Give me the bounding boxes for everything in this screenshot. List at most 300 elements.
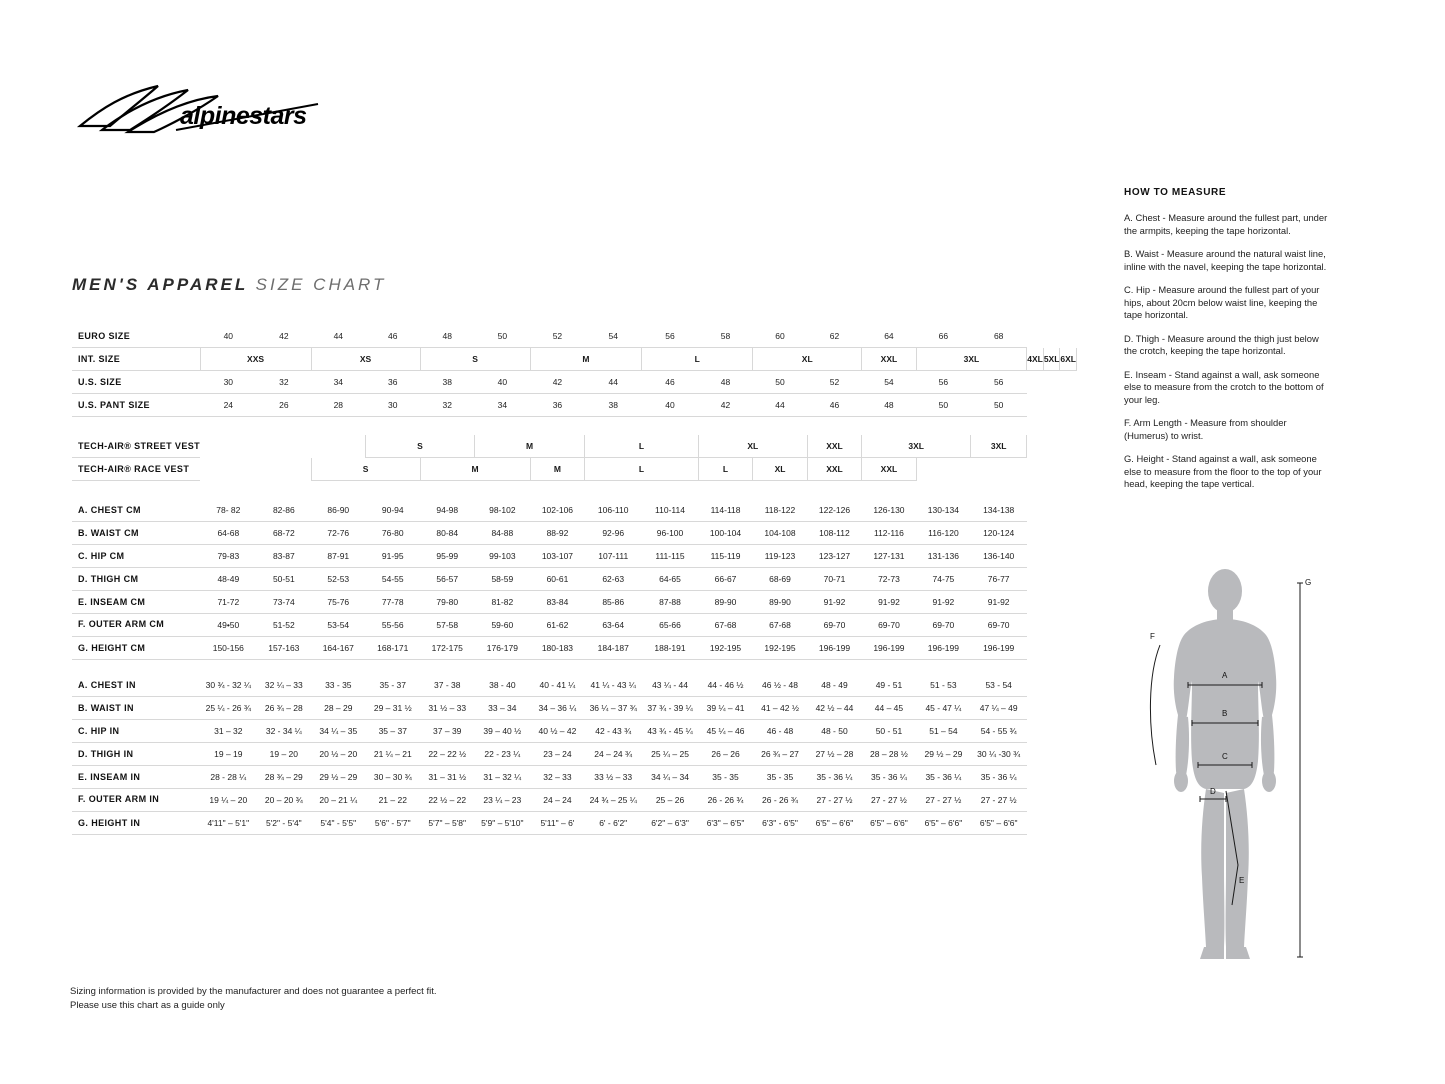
table-cell: 56-57 (420, 568, 474, 591)
table-cell: 103-107 (530, 545, 584, 568)
table-cell: 46 - 48 (753, 720, 807, 743)
table-cell: 46 (366, 325, 420, 348)
table-cell: 35 – 37 (366, 720, 420, 743)
table-cell: 69-70 (807, 614, 861, 637)
table-row (72, 325, 1077, 348)
table-cell: 25 ¼ – 25 (642, 743, 699, 766)
table-cell: 85-86 (585, 591, 642, 614)
table-cell: 6'5" – 6'6" (971, 812, 1027, 835)
table-cell-merged: XXL (807, 435, 861, 458)
table-cell: 28 (311, 394, 365, 417)
how-to-item: A. Chest - Measure around the fullest part, under the armpits, keeping the tape horizontal. (1124, 212, 1328, 236)
table-cell: 36 (530, 394, 584, 417)
table-cell-merged: S (420, 348, 530, 371)
figure-label-e: E (1239, 876, 1245, 885)
table-cell: 196-199 (916, 637, 970, 660)
table-cell-merged: XXL (862, 458, 916, 481)
table-cell: 126-130 (862, 499, 916, 522)
table-cell-merged: L (585, 458, 699, 481)
figure-label-c: C (1222, 752, 1228, 761)
svg-text:alpinestars: alpinestars (180, 102, 307, 130)
table-cell: 53-54 (311, 614, 365, 637)
table-row (72, 394, 1077, 417)
table-cell: 81-82 (474, 591, 530, 614)
table-cell: 35 - 35 (753, 766, 807, 789)
table-cell: 90-94 (366, 499, 420, 522)
table-cell: 61-62 (530, 614, 584, 637)
table-cell: 168-171 (366, 637, 420, 660)
table-cell-merged: M (420, 458, 530, 481)
table-cell: 46 (807, 394, 861, 417)
table-cell: 98-102 (474, 499, 530, 522)
table-cell: 27 - 27 ½ (807, 789, 861, 812)
table-cell: 114-118 (698, 499, 752, 522)
table-cell: 30 ¾ - 32 ¼ (200, 674, 257, 697)
table-cell: 32 – 33 (530, 766, 584, 789)
table-cell: 76-80 (366, 522, 420, 545)
table-cell: 83-84 (530, 591, 584, 614)
table-cell: 49 - 51 (862, 674, 916, 697)
table-cell: 6' - 6'2" (585, 812, 642, 835)
table-cell: 118-122 (753, 499, 807, 522)
row-label: C. HIP IN (72, 720, 200, 743)
table-cell-merged (916, 458, 1027, 481)
table-cell: 56 (916, 371, 970, 394)
table-cell: 25 – 26 (642, 789, 699, 812)
row-label: D. THIGH CM (72, 568, 200, 591)
table-cell: 57-58 (420, 614, 474, 637)
table-cell: 60 (753, 325, 807, 348)
how-to-item: B. Waist - Measure around the natural waist line, inline with the navel, keeping the tape horizontal. (1124, 248, 1327, 272)
table-cell: 59-60 (474, 614, 530, 637)
table-row (72, 812, 1077, 835)
table-spacer (72, 660, 1077, 675)
table-cell: 91-95 (366, 545, 420, 568)
table-cell: 34 (474, 394, 530, 417)
table-cell: 172-175 (420, 637, 474, 660)
table-cell: 6'2" – 6'3" (642, 812, 699, 835)
table-row (72, 568, 1077, 591)
table-cell: 66 (916, 325, 970, 348)
table-cell: 64-68 (200, 522, 257, 545)
table-cell: 196-199 (862, 637, 916, 660)
table-cell: 176-179 (474, 637, 530, 660)
table-cell: 68-69 (753, 568, 807, 591)
table-cell: 6'3" - 6'5" (753, 812, 807, 835)
table-cell: 50 (971, 394, 1027, 417)
page-title-bold: MEN'S APPAREL (72, 275, 248, 294)
footer-line-1: Sizing information is provided by the manufacturer and does not guarantee a perfect fit. (70, 986, 437, 997)
table-cell: 31 – 32 ¼ (474, 766, 530, 789)
table-cell: 50 (474, 325, 530, 348)
table-cell: 134-138 (971, 499, 1027, 522)
table-cell: 55-56 (366, 614, 420, 637)
table-cell: 73-74 (257, 591, 311, 614)
table-cell: 26 (257, 394, 311, 417)
figure-label-g: G (1305, 578, 1312, 587)
table-cell: 38 (420, 371, 474, 394)
table-row (72, 614, 1077, 637)
table-cell-merged: L (585, 435, 699, 458)
table-cell: 44 (585, 371, 642, 394)
table-cell: 27 - 27 ½ (916, 789, 970, 812)
table-cell: 54 (862, 371, 916, 394)
table-cell: 79-83 (200, 545, 257, 568)
row-label: A. CHEST CM (72, 499, 200, 522)
how-to-measure-list (1124, 212, 1329, 502)
table-cell-merged: S (366, 435, 475, 458)
footer-line-2: Please use this chart as a guide only (70, 1000, 225, 1012)
table-cell: 80-84 (420, 522, 474, 545)
table-cell: 26 - 26 ¾ (698, 789, 752, 812)
table-cell: 34 – 36 ¼ (530, 697, 584, 720)
table-cell: 28 – 29 (311, 697, 365, 720)
table-cell: 75-76 (311, 591, 365, 614)
table-cell: 56 (642, 325, 699, 348)
table-cell-merged: XL (753, 458, 807, 481)
table-cell: 41 – 42 ½ (753, 697, 807, 720)
table-cell: 88-92 (530, 522, 584, 545)
table-row (72, 789, 1077, 812)
table-row (72, 499, 1077, 522)
table-cell: 91-92 (971, 591, 1027, 614)
table-cell: 32 (420, 394, 474, 417)
table-cell: 86-90 (311, 499, 365, 522)
table-cell: 100-104 (698, 522, 752, 545)
table-row (72, 458, 1077, 481)
table-cell: 34 (311, 371, 365, 394)
table-cell: 54-55 (366, 568, 420, 591)
table-cell: 31 ½ – 33 (420, 697, 474, 720)
how-to-item: F. Arm Length - Measure from shoulder (Humerus) to wrist. (1124, 417, 1287, 441)
table-cell: 48 (420, 325, 474, 348)
table-cell: 30 ¼ -30 ¾ (971, 743, 1027, 766)
table-cell: 46 (642, 371, 699, 394)
table-cell: 26 ¾ – 28 (257, 697, 311, 720)
how-to-measure-title: HOW TO MEASURE (1124, 187, 1227, 198)
row-label: F. OUTER ARM CM (72, 614, 200, 637)
table-cell-merged: XXL (807, 458, 861, 481)
table-cell: 20 – 21 ¼ (311, 789, 365, 812)
table-cell: 19 ¼ – 20 (200, 789, 257, 812)
table-cell: 30 (200, 371, 257, 394)
row-label: TECH-AIR® STREET VEST (72, 435, 200, 458)
table-cell: 48-49 (200, 568, 257, 591)
table-cell: 52 (530, 325, 584, 348)
table-cell: 76-77 (971, 568, 1027, 591)
table-cell: 32 - 34 ¼ (257, 720, 311, 743)
table-cell: 34 ¼ – 35 (311, 720, 365, 743)
table-cell: 104-108 (753, 522, 807, 545)
row-label: TECH-AIR® RACE VEST (72, 458, 200, 481)
table-cell: 35 - 36 ¼ (807, 766, 861, 789)
table-cell: 27 - 27 ½ (971, 789, 1027, 812)
table-cell-merged: 3XL (862, 435, 971, 458)
table-cell: 36 (366, 371, 420, 394)
table-cell: 49•50 (200, 614, 257, 637)
table-cell: 27 ½ – 28 (807, 743, 861, 766)
table-cell: 34 ¼ – 34 (642, 766, 699, 789)
table-cell: 52-53 (311, 568, 365, 591)
table-cell: 66-67 (698, 568, 752, 591)
table-cell: 54 (585, 325, 642, 348)
row-label: G. HEIGHT CM (72, 637, 200, 660)
table-cell: 58 (698, 325, 752, 348)
table-cell: 26 - 26 ¾ (753, 789, 807, 812)
table-cell-merged (200, 435, 365, 458)
table-cell: 70-71 (807, 568, 861, 591)
table-cell: 48 - 50 (807, 720, 861, 743)
table-cell: 51-52 (257, 614, 311, 637)
how-to-item: E. Inseam - Stand against a wall, ask someone else to measure from the crotch to the bottom of your leg. (1124, 368, 1324, 405)
how-to-item: D. Thigh - Measure around the thigh just below the crotch, keeping the tape horizontal. (1124, 332, 1319, 356)
table-cell: 42 (530, 371, 584, 394)
table-cell: 32 ¼ – 33 (257, 674, 311, 697)
table-cell: 120-124 (971, 522, 1027, 545)
table-cell: 50-51 (257, 568, 311, 591)
how-to-item: C. Hip - Measure around the fullest part of your hips, about 20cm below waist line, keeping the tape horizontal. (1124, 284, 1320, 320)
table-cell: 35 - 36 ¼ (971, 766, 1027, 789)
table-cell: 69-70 (971, 614, 1027, 637)
table-cell: 94-98 (420, 499, 474, 522)
row-label: B. WAIST CM (72, 522, 200, 545)
table-cell: 24 ¾ – 25 ¼ (585, 789, 642, 812)
size-chart-table (72, 325, 1077, 835)
row-label: E. INSEAM IN (72, 766, 200, 789)
table-cell-merged: M (530, 348, 642, 371)
table-cell: 33 – 34 (474, 697, 530, 720)
table-cell: 44 – 45 (862, 697, 916, 720)
table-cell: 19 – 20 (257, 743, 311, 766)
table-cell: 69-70 (916, 614, 970, 637)
table-cell: 20 ½ – 20 (311, 743, 365, 766)
table-cell: 39 – 40 ½ (474, 720, 530, 743)
table-cell: 38 - 40 (474, 674, 530, 697)
row-label: C. HIP CM (72, 545, 200, 568)
table-cell: 48 - 49 (807, 674, 861, 697)
table-row (72, 591, 1077, 614)
table-cell: 37 ¾ - 39 ¼ (642, 697, 699, 720)
table-cell: 44 - 46 ½ (698, 674, 752, 697)
table-cell: 42 (257, 325, 311, 348)
table-cell: 77-78 (366, 591, 420, 614)
table-row (72, 697, 1077, 720)
body-measurement-figure (1120, 565, 1330, 985)
table-cell: 180-183 (530, 637, 584, 660)
table-cell: 67-68 (698, 614, 752, 637)
table-cell: 40 - 41 ¼ (530, 674, 584, 697)
table-cell: 51 - 53 (916, 674, 970, 697)
table-cell: 50 - 51 (862, 720, 916, 743)
table-cell: 46 ½ - 48 (753, 674, 807, 697)
table-cell: 35 - 36 ¼ (862, 766, 916, 789)
row-label: U.S. SIZE (72, 371, 200, 394)
table-spacer (72, 481, 1077, 500)
table-cell-merged: L (698, 458, 752, 481)
table-cell: 164-167 (311, 637, 365, 660)
table-cell: 31 – 32 (200, 720, 257, 743)
table-cell: 39 ¼ – 41 (698, 697, 752, 720)
table-cell: 5'9" – 5'10" (474, 812, 530, 835)
table-cell: 111-115 (642, 545, 699, 568)
table-cell: 28 - 28 ¼ (200, 766, 257, 789)
table-cell: 6'3" – 6'5" (698, 812, 752, 835)
table-cell: 25 ¼ - 26 ¾ (200, 697, 257, 720)
table-cell: 40 (642, 394, 699, 417)
table-cell: 92-96 (585, 522, 642, 545)
page-title (72, 275, 386, 295)
table-cell: 58-59 (474, 568, 530, 591)
table-cell: 33 ½ – 33 (585, 766, 642, 789)
table-cell: 5'11" – 6' (530, 812, 584, 835)
table-cell: 47 ¼ – 49 (971, 697, 1027, 720)
table-cell: 83-87 (257, 545, 311, 568)
table-row (72, 743, 1077, 766)
table-cell-merged: XS (311, 348, 420, 371)
row-label: INT. SIZE (72, 348, 200, 371)
table-cell-merged: L (642, 348, 753, 371)
table-cell: 5'7" – 5'8" (420, 812, 474, 835)
table-cell: 131-136 (916, 545, 970, 568)
table-spacer (72, 417, 1077, 436)
table-cell: 89-90 (698, 591, 752, 614)
table-cell: 110-114 (642, 499, 699, 522)
footer-disclaimer (70, 985, 437, 1014)
table-cell: 72-76 (311, 522, 365, 545)
table-cell-merged: M (530, 458, 584, 481)
table-cell: 35 - 35 (698, 766, 752, 789)
table-cell: 150-156 (200, 637, 257, 660)
table-cell: 112-116 (862, 522, 916, 545)
table-cell-merged: 5XL (1043, 348, 1060, 371)
table-cell-merged: 3XL (916, 348, 1027, 371)
table-row (72, 522, 1077, 545)
table-cell: 67-68 (753, 614, 807, 637)
table-cell: 115-119 (698, 545, 752, 568)
table-cell-merged: XL (753, 348, 862, 371)
table-cell: 82-86 (257, 499, 311, 522)
table-row (72, 674, 1077, 697)
table-cell: 84-88 (474, 522, 530, 545)
table-cell: 26 – 26 (698, 743, 752, 766)
table-cell: 45 - 47 ¼ (916, 697, 970, 720)
table-cell: 4'11" – 5'1" (200, 812, 257, 835)
table-cell: 102-106 (530, 499, 584, 522)
table-cell: 184-187 (585, 637, 642, 660)
table-cell: 119-123 (753, 545, 807, 568)
table-cell-merged: 3XL (971, 435, 1027, 458)
table-cell: 68 (971, 325, 1027, 348)
table-cell: 68-72 (257, 522, 311, 545)
table-cell: 60-61 (530, 568, 584, 591)
table-cell: 107-111 (585, 545, 642, 568)
table-cell: 52 (807, 371, 861, 394)
table-cell: 130-134 (916, 499, 970, 522)
table-cell-merged: 4XL (1027, 348, 1044, 371)
table-cell: 22 – 22 ½ (420, 743, 474, 766)
table-cell: 35 - 36 ¼ (916, 766, 970, 789)
table-cell: 28 ¾ – 29 (257, 766, 311, 789)
row-label: G. HEIGHT IN (72, 812, 200, 835)
table-cell: 43 ¾ - 45 ¼ (642, 720, 699, 743)
table-row (72, 720, 1077, 743)
table-cell: 40 (474, 371, 530, 394)
table-cell: 64 (862, 325, 916, 348)
table-cell: 23 ¼ – 23 (474, 789, 530, 812)
table-cell-merged: XL (698, 435, 807, 458)
table-cell: 6'5" – 6'6" (862, 812, 916, 835)
table-cell: 95-99 (420, 545, 474, 568)
table-cell: 69-70 (862, 614, 916, 637)
table-row (72, 348, 1077, 371)
table-cell: 72-73 (862, 568, 916, 591)
table-cell: 41 ¼ - 43 ¼ (585, 674, 642, 697)
table-cell: 43 ¼ - 44 (642, 674, 699, 697)
table-cell: 37 - 38 (420, 674, 474, 697)
table-cell: 79-80 (420, 591, 474, 614)
figure-label-f: F (1150, 632, 1155, 641)
table-cell: 53 - 54 (971, 674, 1027, 697)
page-title-light: SIZE CHART (255, 275, 387, 294)
table-cell: 91-92 (807, 591, 861, 614)
table-cell: 40 (200, 325, 257, 348)
table-cell: 32 (257, 371, 311, 394)
table-cell: 36 ¼ – 37 ¾ (585, 697, 642, 720)
table-cell: 5'6" - 5'7" (366, 812, 420, 835)
table-cell: 42 (698, 394, 752, 417)
table-cell: 29 – 31 ½ (366, 697, 420, 720)
table-cell: 42 - 43 ¾ (585, 720, 642, 743)
table-cell-merged: XXL (862, 348, 916, 371)
table-cell: 65-66 (642, 614, 699, 637)
table-cell: 24 (200, 394, 257, 417)
table-cell: 127-131 (862, 545, 916, 568)
table-cell: 91-92 (862, 591, 916, 614)
table-cell: 27 - 27 ½ (862, 789, 916, 812)
table-cell: 99-103 (474, 545, 530, 568)
table-cell: 26 ¾ – 27 (753, 743, 807, 766)
table-cell: 62 (807, 325, 861, 348)
table-row (72, 637, 1077, 660)
row-label: U.S. PANT SIZE (72, 394, 200, 417)
table-cell: 192-195 (753, 637, 807, 660)
table-cell: 188-191 (642, 637, 699, 660)
table-cell-merged: XXS (200, 348, 311, 371)
table-cell: 106-110 (585, 499, 642, 522)
table-cell: 48 (698, 371, 752, 394)
table-cell: 116-120 (916, 522, 970, 545)
table-row (72, 435, 1077, 458)
table-cell: 38 (585, 394, 642, 417)
table-cell: 21 – 22 (366, 789, 420, 812)
table-cell: 56 (971, 371, 1027, 394)
table-cell: 62-63 (585, 568, 642, 591)
figure-label-b: B (1222, 709, 1228, 718)
table-cell: 24 – 24 (530, 789, 584, 812)
table-cell: 63-64 (585, 614, 642, 637)
table-cell-merged: 6XL (1060, 348, 1077, 371)
table-cell: 33 - 35 (311, 674, 365, 697)
how-to-item: G. Height - Stand against a wall, ask someone else to measure from the floor to the top of your head, keeping the tape vertical. (1124, 453, 1322, 489)
row-label: F. OUTER ARM IN (72, 789, 200, 812)
table-cell: 50 (753, 371, 807, 394)
table-row (72, 545, 1077, 568)
table-cell: 35 - 37 (366, 674, 420, 697)
table-cell: 45 ¼ – 46 (698, 720, 752, 743)
row-label: B. WAIST IN (72, 697, 200, 720)
figure-label-a: A (1222, 671, 1228, 680)
table-cell: 44 (311, 325, 365, 348)
